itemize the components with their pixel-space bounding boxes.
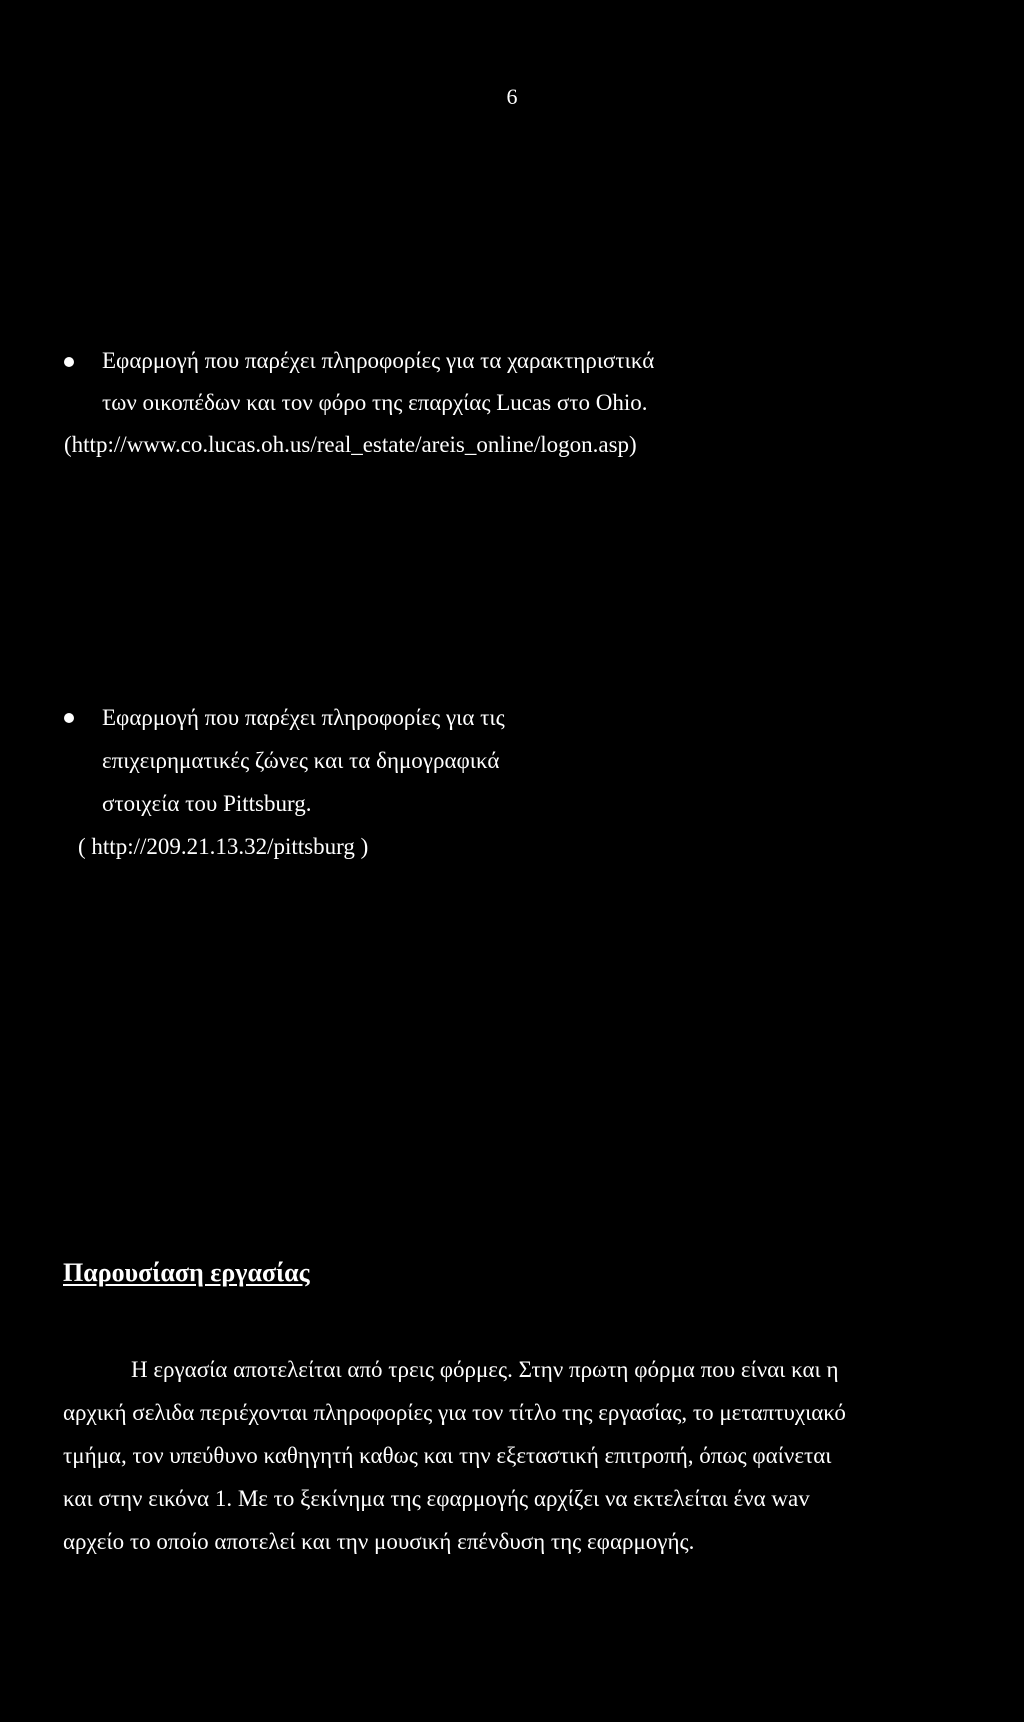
paragraph-line: και στην εικόνα 1. Με το ξεκίνημα της εφαρμογής αρχίζει να εκτελείται ένα wav <box>63 1486 810 1511</box>
bullet-line <box>64 340 764 382</box>
bullet-text: στοιχεία του Pittsburg. <box>102 791 312 816</box>
bullet-text: Εφαρμογή που παρέχει πληροφορίες για τις <box>102 705 505 730</box>
bullet-line <box>64 696 764 739</box>
bullet-dot-icon <box>64 357 74 367</box>
section-heading: Παρουσίαση εργασίας <box>63 1258 310 1287</box>
paragraph-line: τμήμα, τον υπεύθυνο καθηγητή καθως και την εξεταστική επιτροπή, όπως φαίνεται <box>63 1443 832 1468</box>
bullet-text: των οικοπέδων και τον φόρο της επαρχίας Lucas στο Ohio. <box>102 390 648 415</box>
bullet-text: επιχειρηματικές ζώνες και τα δημογραφικά <box>102 748 500 773</box>
bullet-url: ( http://209.21.13.32/pittsburg ) <box>78 834 369 859</box>
bullet-url: (http://www.co.lucas.oh.us/real_estate/areis_online/logon.asp) <box>64 432 637 457</box>
paragraph-line: Η εργασία αποτελείται από τρεις φόρμες. Στην πρωτη φόρμα που είναι και η <box>131 1357 839 1382</box>
body-paragraph <box>63 1348 951 1563</box>
bullet-dot-icon <box>64 713 74 723</box>
paragraph-line: αρχική σελιδα περιέχονται πληροφορίες για τον τίτλο της εργασίας, το μεταπτυχιακό <box>63 1400 846 1425</box>
bullet-text: Εφαρμογή που παρέχει πληροφορίες για τα χαρακτηριστικά <box>102 348 655 373</box>
page-number: 6 <box>506 84 518 109</box>
bullet-item-lucas <box>64 340 764 466</box>
paragraph-line: αρχείο το οποίο αποτελεί και την μουσική επένδυση της εφαρμογής. <box>63 1529 695 1554</box>
bullet-item-pittsburg <box>64 696 764 868</box>
